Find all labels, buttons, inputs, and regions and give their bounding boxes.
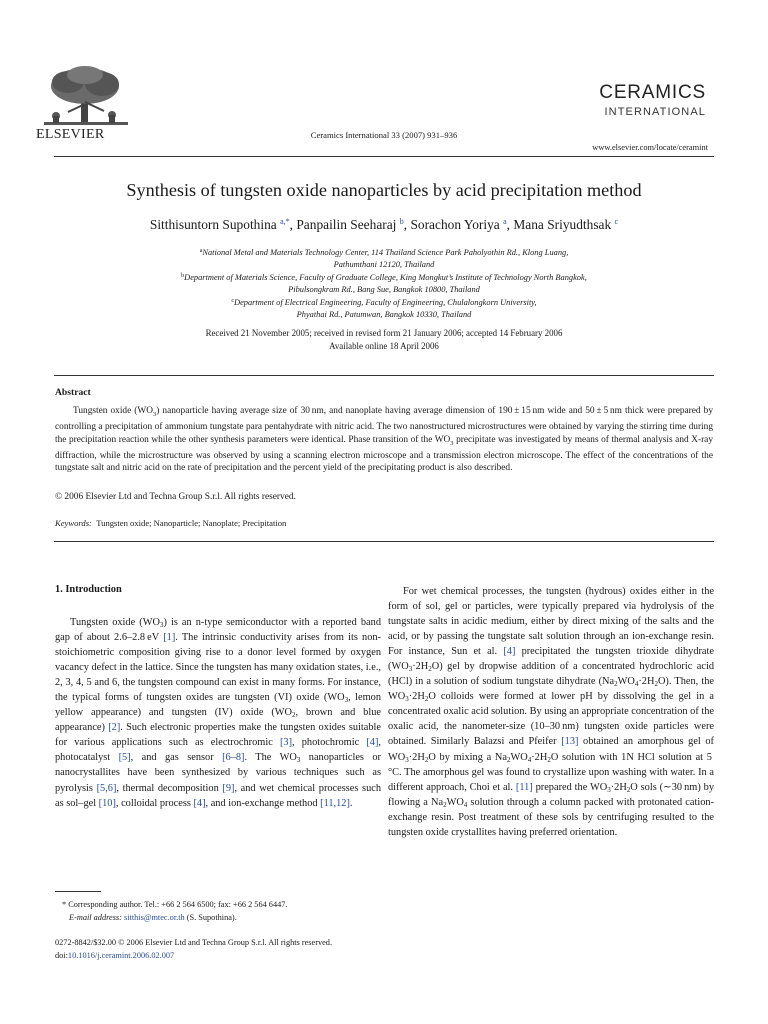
author-separator: , (289, 217, 297, 232)
email-label: E-mail address: (69, 913, 122, 922)
paper-title: Synthesis of tungsten oxide nanoparticles by acid precipitation method (126, 180, 642, 200)
author-name: Sitthisuntorn Supothina (149, 217, 277, 232)
issn-copyright: 0272-8842/$32.00 © 2006 Elsevier Ltd and Techna Group S.r.l. All rights reserved. (55, 938, 333, 947)
received-dates: Received 21 November 2005; received in revised form 21 January 2006; accepted 14 February 2006 (205, 328, 563, 338)
affiliation-mark: c (231, 298, 235, 304)
affiliation-c (0, 295, 768, 322)
article-dates (0, 327, 768, 353)
affiliation-line: Pibulsongkram Rd., Bang Sue, Bangkok 10800, Thailand (288, 285, 480, 295)
abstract-copyright: © 2006 Elsevier Ltd and Techna Group S.r.l. All rights reserved. (55, 492, 296, 502)
journal-name: CERAMICS (599, 82, 706, 103)
author-affiliation-mark[interactable]: a,* (280, 217, 290, 226)
affiliation-line: Department of Materials Science, Faculty of Graduate College, King Mongkut’s Institute of Technology North Bangkok, (184, 273, 587, 282)
email-link[interactable]: sitthis@mtec.or.th (124, 913, 185, 922)
author-name: Sorachon Yoriya (410, 217, 500, 232)
author-affiliation-mark[interactable]: c (614, 217, 619, 226)
abstract-divider-bottom (54, 541, 714, 542)
affiliation-b (0, 270, 768, 297)
footnote-rule (55, 891, 101, 892)
affiliation-line: National Metal and Materials Technology Center, 114 Thailand Science Park Paholyothin Rd., Klong Luang, (202, 248, 569, 257)
email-owner: (S. Supothina). (186, 913, 237, 922)
journal-url[interactable]: www.elsevier.com/locate/ceramint (592, 143, 708, 152)
intro-right-column: For wet chemical processes, the tungsten (hydrous) oxides either in the form of sol, gel or particles, were typically prepared via hydrolysis of the tungstate salts in acidic medium, either by direct mixing of the salts and the acid, or by passing the tungstate salt solution through an ion-exchange resin. For instance, Sun et al. [4] precipitated the tungsten trioxide dihydrate $(WO_3\cdot 2H_2O)$ gel by dropwise addition of a concentrated hydrochloric acid (HCl) in a solution of sodium tungstate dihydrate $(Na_2WO_4\cdot 2H_2O)$. Then, the $WO_3\cdot 2H_2O$ colloids were formed at lower pH by dissolving the gel in a concentrated oxalic acid solution. By using an appropriate concentration of the oxalic acid, the nanometer-size (10–30 nm) tungsten oxide particles were obtained. Similarly Balazsi and Pfeifer [13] obtained an amorphous gel of $WO_3\cdot 2H_2O$ by mixing a $Na_2WO_4\cdot 2H_2O$ solution with 1N HCl solution at 5 °C. The amorphous gel was found to crystallize upon washing with water. In a different approach, Choi et al. [11] prepared the $WO_3\cdot 2H_2O$ sols (∼30 nm) by flowing a $Na_2WO_4$ solution through a column packed with protonated cation-exchange resin. Post treatment of these sols by centrifuging resulted to the tungsten oxide crystallites having preferred orientation. (388, 586, 715, 838)
doi-link[interactable]: 10.1016/j.ceramint.2006.02.007 (67, 951, 175, 960)
author-name: Mana Sriyudthsak (513, 217, 612, 232)
corresponding-author-footnote (62, 898, 382, 924)
author-affiliation-mark[interactable]: b (399, 217, 404, 226)
doi-prefix: doi: (55, 951, 68, 960)
abstract-text: Tungsten oxide $(WO_3)$ nanoparticle having average size of 30 nm, and nanoplate having average dimension of 190 ± 15 nm wide and 50 ± 5 nm thick were prepared by controlling a precipitation of ammonium tungstate para pentahydrate with nitric acid. The two nanostructured microstructures were obtained by varying the stirring time during the precipitation reaction while the other synthesis parameters were identical. Phase transition of the $WO_3$ precipitate was investigated by means of thermal analysis and X-ray diffraction, while the microstructure was observed by using a scanning electron microscope and a transmission electron microscope. The effect of the concentrations of the tungstate salt and nitric acid on the rate of precipitation and the percent yield of the precipitating product is also described. (55, 406, 713, 474)
keywords-line (55, 518, 286, 528)
affiliation-line: Pathumthani 12120, Thailand (333, 260, 435, 270)
header-divider (54, 156, 714, 157)
author-separator: , (403, 217, 411, 232)
affiliation-line: Phyathai Rd., Patumwan, Bangkok 10330, Thailand (296, 310, 472, 320)
journal-citation: Ceramics International 33 (2007) 931–936 (310, 130, 458, 140)
affiliation-line: Department of Electrical Engineering, Faculty of Engineering, Chulalongkorn University, (234, 298, 537, 307)
elsevier-tree-logo (38, 64, 134, 130)
affiliation-a (0, 245, 768, 272)
corresponding-author-contact: * Corresponding author. Tel.: +66 2 564 6500; fax: +66 2 564 6447. (62, 900, 288, 909)
imprint (55, 936, 332, 962)
publisher-name: ELSEVIER (36, 127, 105, 142)
keywords-label: Keywords: (55, 518, 92, 528)
affiliation-mark: a (199, 248, 203, 254)
intro-left-column: Tungsten oxide $(WO_3)$ is an n-type semiconductor with a reported band gap of about 2.6–2.8 eV [1]. The intrinsic conductivity arises from its non-stoichiometric composition giving rise to a donor level formed by oxygen vacancy defect in the lattice. Since the tungsten has many oxidation states, i.e., 2, 3, 4, 5 and 6, the tungsten compound can exist in many forms. For instance, the typical forms of tungsten oxides are tungsten (VI) oxide ($WO_3$, lemon yellow appearance) and tungsten (IV) oxide ($WO_2$, brown and blue appearance) [2]. Such electronic properties make the tungsten oxides suitable for various applications such as electrochromic [3], photochromic [4], photocatalyst [5], and gas sensor [6–8]. The $WO_3$ nanoparticles or nanocrystallites have been synthesized by various techniques such as pyrolysis [5,6], thermal decomposition [9], and wet chemical processes such as sol–gel [10], colloidal process [4], and ion-exchange method [11,12]. (55, 617, 382, 809)
author-affiliation-mark[interactable]: a (503, 217, 507, 226)
affiliation-mark: b (181, 273, 185, 279)
journal-subtitle: INTERNATIONAL (604, 106, 706, 118)
abstract-heading: Abstract (55, 387, 91, 398)
section-heading: 1. Introduction (55, 584, 122, 595)
author-list (0, 217, 768, 233)
keywords-list: Tungsten oxide; Nanoparticle; Nanoplate; Precipitation (96, 518, 287, 528)
available-online-date: Available online 18 April 2006 (329, 341, 439, 351)
abstract-divider-top (54, 375, 714, 376)
author-separator: , (506, 217, 514, 232)
author-name: Panpailin Seeharaj (296, 217, 397, 232)
